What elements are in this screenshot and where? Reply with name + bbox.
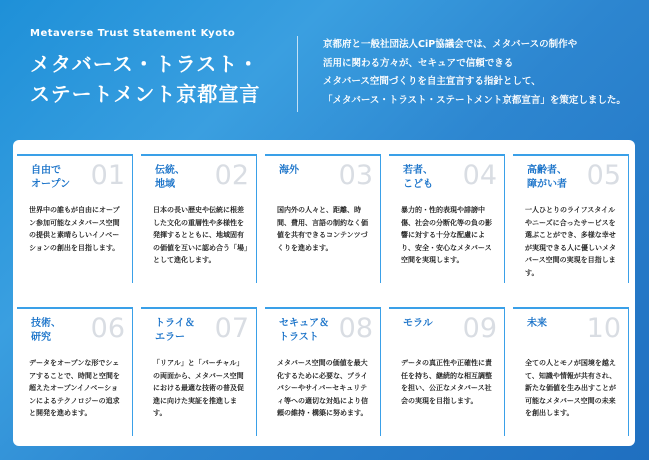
card-top-line	[265, 154, 380, 156]
card-label: 自由で オープン	[31, 165, 71, 190]
card-top-line	[389, 154, 504, 156]
card-side-bar	[504, 307, 505, 436]
card-label: トライ＆ エラー	[155, 318, 195, 343]
principle-card-09	[385, 293, 509, 446]
principle-card-04	[385, 140, 509, 293]
card-description: 国内外の人々と、距離、時間、費用、言語の制約なく価値を共有できるコンテンツづくりを進めます。	[277, 206, 368, 252]
card-side-bar	[256, 154, 257, 283]
principles-panel	[13, 140, 635, 446]
card-number: 06	[90, 313, 125, 344]
card-side-bar	[256, 307, 257, 436]
card-side-bar	[380, 307, 381, 436]
hero-section	[0, 0, 649, 150]
intro-line: 京都府と一般社団法人CiP協議会では、メタバースの制作や	[323, 39, 578, 50]
card-number: 02	[214, 160, 249, 191]
card-label: 若者、 こども	[403, 165, 433, 190]
card-label: モラル	[403, 318, 433, 329]
card-description: データをオープンな形でシェアすることで、時間と空間を超えたオープンイノベーションによるテクノロジーの追求と開発を進めます。	[29, 359, 120, 417]
card-label: 未来	[527, 318, 547, 329]
card-top-line	[265, 307, 380, 309]
card-description: メタバース空間の価値を最大化するために必要な、プライバシーやサイバーセキュリティ等への適切な対処により信頼の維持・構築に努めます。	[277, 359, 368, 417]
intro-line: 「メタバース・トラスト・ステートメント京都宣言」を策定しました。	[323, 94, 626, 106]
card-description: 暴力的・性的表現や誹謗中傷、社会の分断化等の負の影響に対する十分な配慮により、安全・安心なメタバース空間を実現します。	[401, 206, 492, 264]
principle-card-05	[509, 140, 633, 293]
card-number: 05	[586, 160, 621, 191]
card-number: 01	[90, 160, 125, 191]
title-line-2: ステートメント京都宣言	[30, 82, 261, 106]
card-number: 08	[338, 313, 373, 344]
card-top-line	[141, 154, 256, 156]
page-title	[30, 49, 260, 109]
card-label: 海外	[279, 165, 299, 176]
principle-card-08	[261, 293, 385, 446]
card-description: 日本の長い歴史や伝統に根差した文化の重層性や多様性を発揮するとともに、地域固有の価値を互いに認め合う「場」として進化します。	[153, 206, 248, 264]
card-number: 10	[586, 313, 621, 344]
card-number: 09	[462, 313, 497, 344]
intro-text	[323, 36, 626, 110]
card-top-line	[389, 307, 504, 309]
principle-card-10	[509, 293, 633, 446]
card-top-line	[17, 154, 132, 156]
card-top-line	[513, 154, 628, 156]
card-description: データの真正性や正確性に責任を持ち、継続的な相互調整を担い、公正なメタバース社会の実現を目指します。	[401, 359, 492, 405]
card-description: 世界中の誰もが自由にオープン参加可能なメタバース空間の提供と素晴らしいイノベーションの創出を目指します。	[29, 206, 120, 252]
principle-card-03	[261, 140, 385, 293]
card-number: 03	[338, 160, 373, 191]
intro-line: メタバース空間づくりを自主宣言する指針として、	[323, 76, 541, 87]
principle-card-01	[13, 140, 137, 293]
card-top-line	[141, 307, 256, 309]
hero-heading	[30, 28, 260, 109]
card-top-line	[513, 307, 628, 309]
card-side-bar	[132, 154, 133, 283]
card-label: 伝統、 地域	[155, 165, 185, 190]
card-label: 技術、 研究	[31, 318, 61, 343]
card-side-bar	[504, 154, 505, 283]
card-description: 全ての人とモノが国境を越えて、知識や情報が共有され、新たな価値を生み出すことが可能なメタバース空間の未来を創出します。	[525, 359, 617, 417]
hero-divider	[297, 36, 298, 112]
card-number: 07	[214, 313, 249, 344]
subtitle: Metaverse Trust Statement Kyoto	[30, 28, 236, 39]
card-number: 04	[462, 160, 497, 191]
card-label: セキュア＆ トラスト	[279, 318, 329, 343]
principle-card-07	[137, 293, 261, 446]
principle-card-02	[137, 140, 261, 293]
title-line-1: メタバース・トラスト・	[30, 52, 260, 76]
card-side-bar	[628, 307, 629, 436]
card-top-line	[17, 307, 132, 309]
card-description: 一人ひとりのライフスタイルやニーズに合ったサービスを選ぶことができ、多様な幸せが実現できる人に優しいメタバース空間の実現を目指します。	[525, 206, 616, 277]
card-side-bar	[380, 154, 381, 283]
card-label: 高齢者、 障がい者	[527, 165, 567, 190]
card-side-bar	[628, 154, 629, 283]
card-description: 「リアル」と「バーチャル」の両面から、メタバース空間における最適な技術の普及促進に向けた実証を推進します。	[153, 359, 244, 417]
principle-card-06	[13, 293, 137, 446]
intro-line: 活用に関わる方々が、セキュアで信頼できる	[323, 57, 514, 69]
card-side-bar	[132, 307, 133, 436]
